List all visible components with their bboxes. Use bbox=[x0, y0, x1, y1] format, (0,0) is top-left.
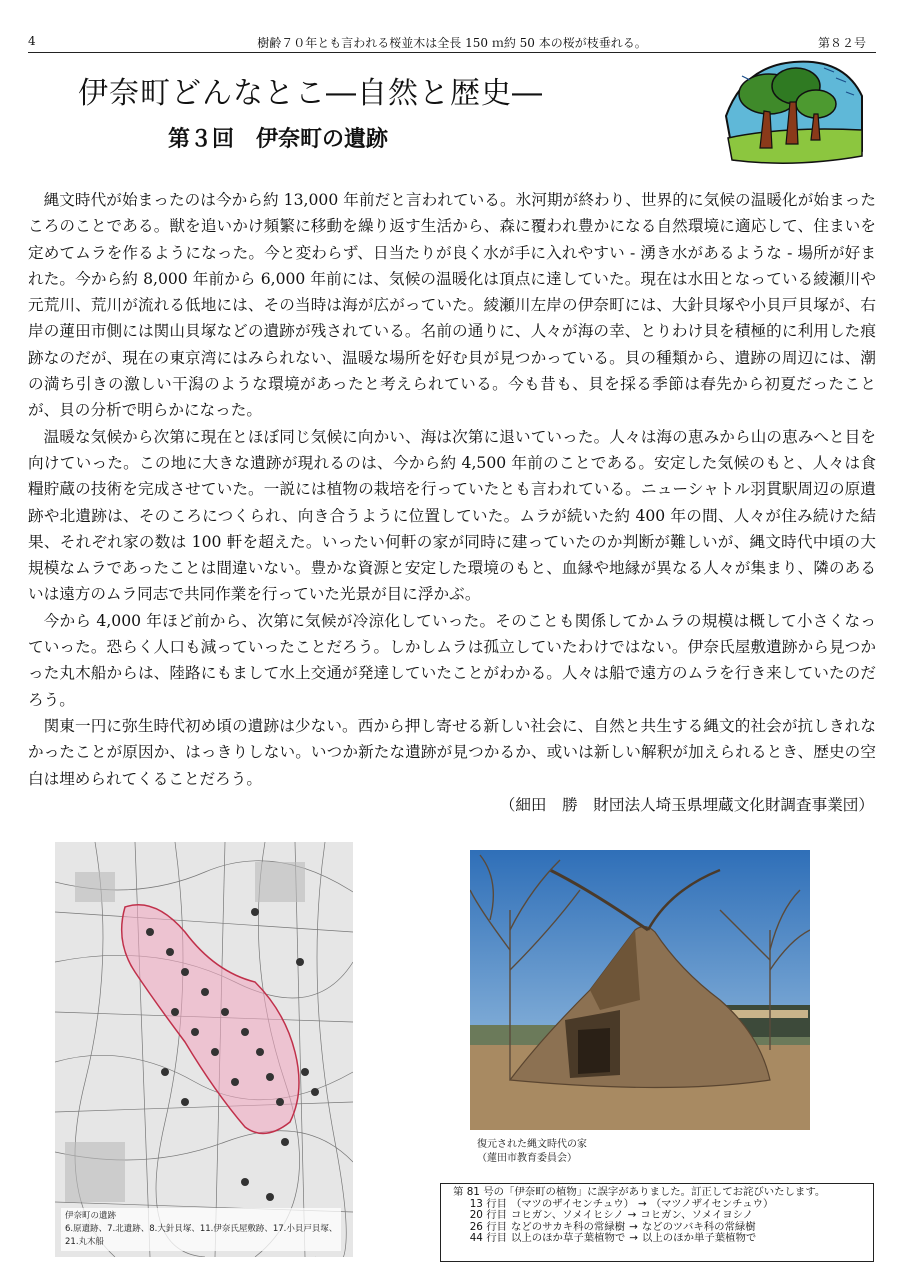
arrow-icon: → bbox=[629, 1220, 638, 1233]
map-image bbox=[55, 842, 353, 1257]
issue-number: 第８２号 bbox=[817, 36, 866, 50]
errata-line: 13 行目 bbox=[469, 1197, 507, 1210]
errata-right: （マツノザイセンチュウ） bbox=[650, 1197, 774, 1210]
errata-wrong: などのサカキ科の常緑樹 bbox=[511, 1220, 626, 1233]
errata-wrong: コヒガン、ソメイヒシノ bbox=[511, 1209, 624, 1222]
paragraph-1: 縄文時代が始まったのは今から約 13,000 年前だと言われている。氷河期が終わり、世界的に気候の温暖化が始まったころのことである。獣を追いかけ頻繁に移動を繰り返す生活から、森に覆われ豊かになる自然環境に適応して、住まいを定めてムラを作るようになった。今と変わらず、日当たりが良く水が手に入れやすい - 湧き水があるような - 場所が好まれた。今から約 8,000 年前から 6,000 年前には、気候の温暖化は頂点に達していた。現在は水田となっている綾瀬川や元荒川、荒川が流れる低地には、その当時は海が広がっていた。綾瀬川左岸の伊奈町には、大針貝塚や小貝戸貝塚が、右岸の蓮田市側には関山貝塚などの遺跡が残されている。名前の通りに、人々が海の幸、とりわけ貝を積極的に利用した痕跡なのだが、現在の東京湾にはみられない、温暖な場所を好む貝が見つかっている。貝の種類から、遺跡の周辺には、潮の満ち引きの激しい干潟のような環境があったと考えられている。今も昔も、貝を採る季節は春先から初夏だったことが、貝の分析で明らかになった。 bbox=[28, 191, 876, 420]
header-slogan: 樹齢７０年とも言われる桜並木は全長 150 ｍ約 50 本の桜が枝垂れる。 bbox=[257, 36, 647, 50]
arrow-icon: → bbox=[638, 1197, 647, 1210]
errata-wrong: （マツのザイセンチュウ） bbox=[511, 1197, 635, 1210]
paragraph-2: 温暖な気候から次第に現在とほぼ同じ気候に向かい、海は次第に退いていった。人々は海の恵みから山の恵みへと目を向けていった。この地に大きな遺跡が現れるのは、今から約 4,500 年前のことである。安定した気候のもと、人々は食糧貯蔵の技術を完成させていた。一説には植物の栽培を行っていたとも言われている。ニューシャトル羽貫駅周辺の原遺跡や北遺跡は、そのころにつくられ、向き合うように位置していた。ムラが続いた約 400 年の間、人々が住み続けた結果、それぞれ家の数は 100 軒を超えた。いったい何軒の家が同時に建っていたのか判断が難しいが、縄文時代中頃の大規模なムラであったことは間違いない。豊かな資源と安定した環境のもと、血縁や地縁が異なる人々が集まり、隣のあるいは遠方のムラ同志で共同作業を行っていた光景が目に浮かぶ。 bbox=[28, 427, 876, 604]
errata-heading: 第 81 号の「伊奈町の植物」に誤字がありました。訂正してお詫びいたします。 bbox=[453, 1186, 826, 1198]
errata-line: 26 行目 bbox=[469, 1220, 507, 1233]
arrow-icon: → bbox=[629, 1232, 639, 1245]
errata-right: 以上のほか単子葉植物で bbox=[642, 1232, 757, 1245]
page-number: 4 bbox=[28, 34, 36, 48]
page-header bbox=[28, 34, 876, 53]
photo-caption bbox=[477, 1138, 587, 1166]
errata-row bbox=[441, 1233, 873, 1245]
errata-line: 20 行目 bbox=[469, 1209, 507, 1222]
errata-right: コヒガン、ソメイヨシノ bbox=[640, 1209, 753, 1222]
pit-dwelling-photo bbox=[470, 850, 810, 1130]
author-credit: （細田 勝 財団法人埼玉県埋蔵文化財調査事業団） bbox=[499, 795, 874, 814]
article-body bbox=[28, 187, 876, 818]
photo-caption-title: 復元された縄文時代の家 bbox=[477, 1139, 587, 1150]
photo-image bbox=[470, 850, 810, 1130]
errata-box bbox=[440, 1183, 874, 1262]
map-caption-sites: 6.原遺跡、7.北遺跡、8.大針貝塚、11.伊奈氏屋敷跡、17.小貝戸貝塚、 bbox=[65, 1224, 338, 1234]
errata-right: などのツバキ科の常緑樹 bbox=[641, 1220, 756, 1233]
map-caption-title: 伊奈町の遺跡 bbox=[65, 1211, 117, 1221]
paragraph-4: 関東一円に弥生時代初め頃の遺跡は少ない。西から押し寄せる新しい社会に、自然と共生する縄文的社会が抗しきれなかったことが原因か、はっきりしない。いつか新たな遺跡が見つかるか、或いは新しい解釈が加えられるとき、歴史の空白は埋められてくることだろう。 bbox=[28, 716, 876, 788]
article-subtitle: 第３回 伊奈町の遺跡 bbox=[168, 126, 389, 152]
photo-caption-credit: （蓮田市教育委員会） bbox=[477, 1153, 577, 1164]
errata-wrong: 以上のほか草子葉植物で bbox=[511, 1232, 626, 1245]
article-title: 伊奈町どんなとこ―自然と歴史― bbox=[78, 76, 543, 111]
paragraph-3: 今から 4,000 年ほど前から、次第に気候が冷涼化していった。そのことも関係してかムラの規模は概して小さくなっていった。恐らく人口も減っていったことだろう。しかしムラは孤立していたわけではない。伊奈氏屋敷遺跡から見つかった丸木船からは、陸路にもまして水上交通が発達していたことがわかる。人々は船で遠方のムラを行き来していたのだろう。 bbox=[28, 611, 876, 709]
arrow-icon: → bbox=[627, 1209, 637, 1222]
map-caption-sites-cont: 21.丸木船 bbox=[65, 1237, 105, 1247]
tree-illustration bbox=[724, 56, 864, 166]
map-caption bbox=[61, 1208, 341, 1251]
site-map bbox=[55, 842, 353, 1257]
errata-line: 44 行目 bbox=[469, 1232, 507, 1245]
